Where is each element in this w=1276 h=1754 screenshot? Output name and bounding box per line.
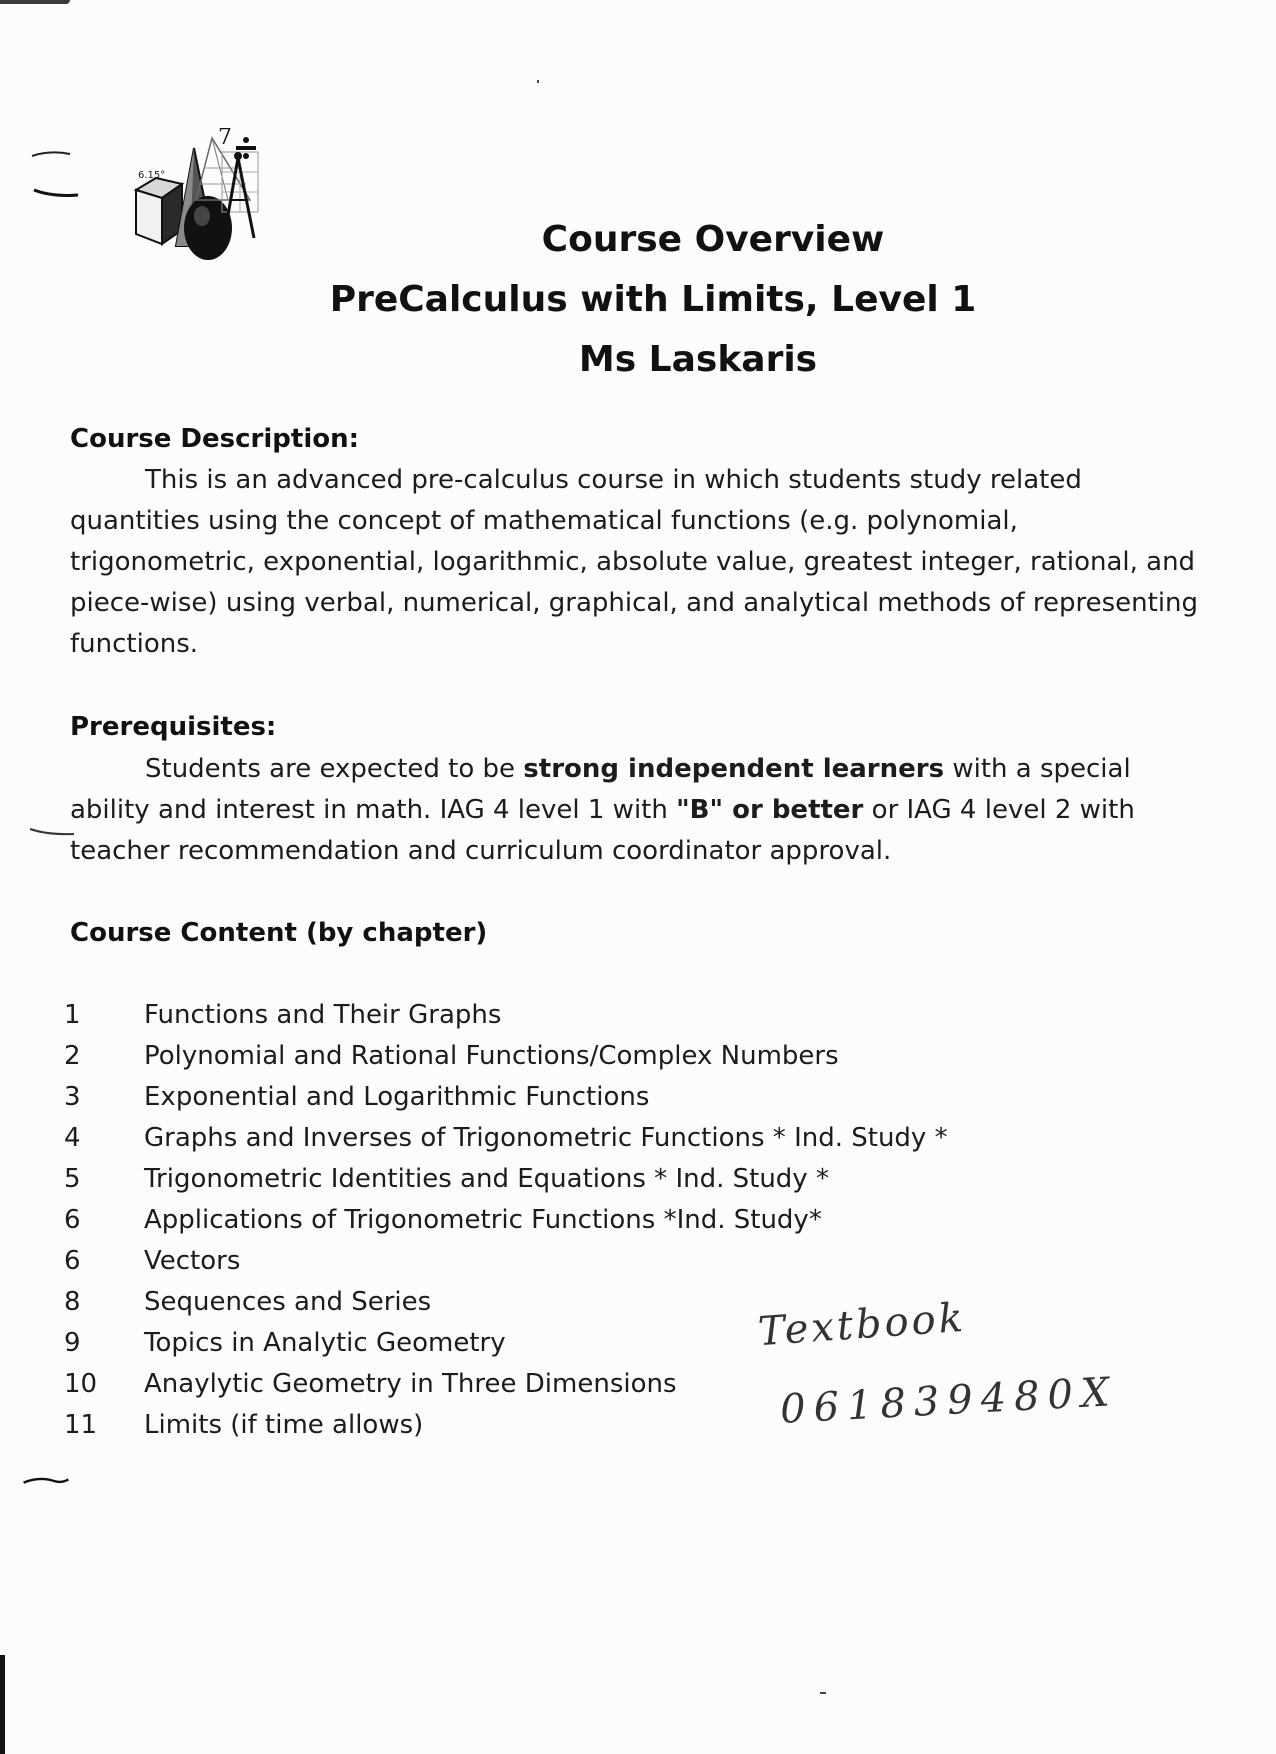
hole-punch-mark [32, 188, 80, 198]
title-teacher-name: Ms Laskaris [578, 339, 818, 380]
document-title [0, 210, 1276, 390]
scan-edge-artifact [0, 0, 70, 4]
scan-speck [537, 80, 539, 83]
description-heading: Course Description: [70, 424, 359, 454]
chapter-number: 6 [64, 1205, 81, 1235]
prerequisites-text-2: with a special ability and interest in math. IAG 4 level 1 with [70, 754, 1131, 825]
chapter-number: 1 [64, 1000, 81, 1030]
prerequisites-bold-1: strong independent learners [523, 754, 945, 784]
handwritten-isbn: 061839480X [779, 1369, 1119, 1433]
chapter-title: Exponential and Logarithmic Functions [144, 1082, 650, 1112]
chapter-number: 11 [64, 1410, 98, 1440]
chapter-item [64, 1118, 1064, 1159]
title-course-overview: Course Overview [541, 219, 885, 260]
chapter-number: 5 [64, 1164, 81, 1194]
course-content-heading: Course Content (by chapter) [70, 918, 488, 948]
prerequisites-text-1: Students are expected to be [145, 754, 524, 784]
prerequisites-heading: Prerequisites: [70, 712, 277, 742]
prerequisites-bold-2: "B" or better [676, 795, 864, 825]
chapter-number: 8 [64, 1287, 81, 1317]
chapter-title: Trigonometric Identities and Equations * Ind. Study * [144, 1164, 829, 1194]
logo-label-seven: 7 [218, 128, 232, 150]
chapter-number: 3 [64, 1082, 81, 1112]
chapter-title: Functions and Their Graphs [144, 1000, 502, 1030]
chapter-item [64, 1159, 1064, 1200]
hole-punch-mark [28, 826, 76, 836]
scan-edge-artifact [0, 1655, 5, 1754]
chapter-title: Vectors [144, 1246, 241, 1276]
chapter-title: Graphs and Inverses of Trigonometric Functions * Ind. Study * [144, 1123, 948, 1153]
chapter-item [64, 995, 1064, 1036]
chapter-list [64, 995, 1064, 1446]
chapter-number: 6 [64, 1246, 81, 1276]
prerequisites-text-3: or IAG 4 level 2 with teacher recommendation and curriculum coordinator approval. [70, 795, 1135, 866]
chapter-item [64, 1077, 1064, 1118]
chapter-item [64, 1036, 1064, 1077]
chapter-number: 9 [64, 1328, 81, 1358]
chapter-title: Topics in Analytic Geometry [144, 1328, 506, 1358]
logo-label-degree: 6.15° [138, 170, 166, 181]
chapter-title: Limits (if time allows) [144, 1410, 424, 1440]
prerequisites-paragraph [70, 749, 1200, 872]
hole-punch-mark [22, 1476, 70, 1486]
chapter-number: 2 [64, 1041, 81, 1071]
chapter-title: Applications of Trigonometric Functions *Ind. Study* [144, 1205, 822, 1235]
scan-speck [820, 1692, 826, 1694]
title-course-name: PreCalculus with Limits, Level 1 [329, 279, 977, 320]
hole-punch-mark [30, 150, 78, 160]
chapter-item [64, 1200, 1064, 1241]
description-text: This is an advanced pre-calculus course in which students study related quantities using the concept of mathematical functions (e.g. polynomial, trigonometric, exponential, logarithmic, absolute value, greatest integer, rational, and piece-wise) using verbal, numerical, graphical, and analytical methods of representing functions. [70, 465, 1199, 659]
chapter-title: Anaylytic Geometry in Three Dimensions [144, 1369, 677, 1399]
chapter-number: 4 [64, 1123, 81, 1153]
chapter-title: Polynomial and Rational Functions/Complex Numbers [144, 1041, 839, 1071]
handwritten-textbook-label: Textbook [756, 1294, 968, 1356]
description-paragraph [70, 460, 1200, 665]
chapter-item [64, 1241, 1064, 1282]
chapter-title: Sequences and Series [144, 1287, 432, 1317]
chapter-number: 10 [64, 1369, 98, 1399]
